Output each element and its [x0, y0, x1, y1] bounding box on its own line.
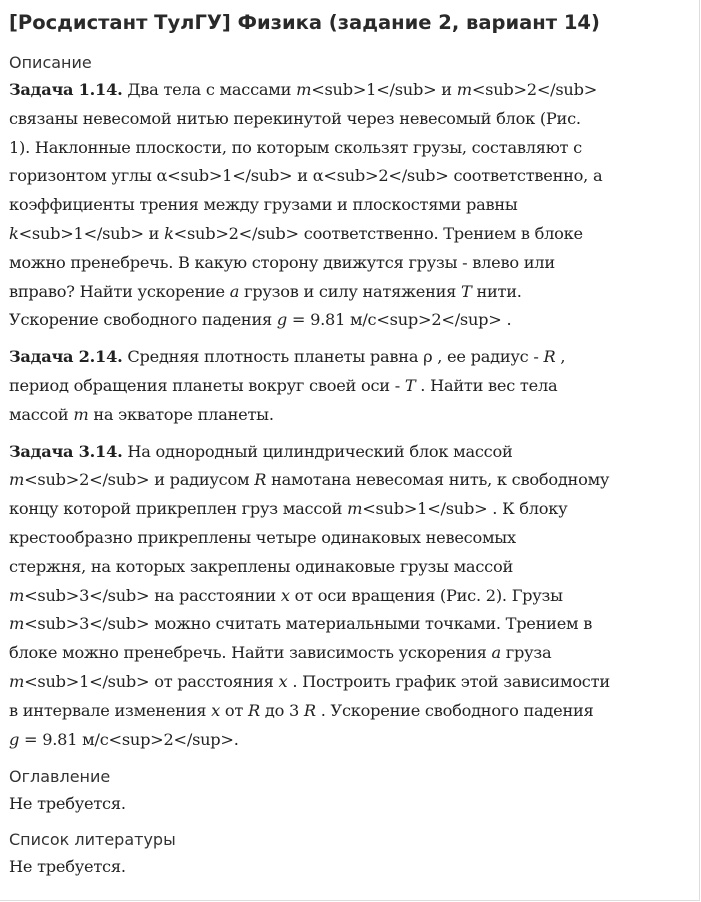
text-segment: коэффициенты трения между грузами и плоскостями равны	[9, 195, 518, 215]
math-variable: R	[254, 470, 267, 490]
text-segment: . Построить график этой зависимости	[287, 671, 610, 691]
math-variable: m	[347, 499, 363, 519]
text-segment: на экваторе планеты.	[88, 404, 274, 424]
math-variable: m	[296, 80, 312, 99]
text-segment: намотана невесомая нить, к свободному	[266, 470, 610, 490]
text-segment: концу которой прикреплен груз массой	[9, 499, 348, 519]
math-variable: a	[491, 643, 501, 663]
text-segment: крестообразно прикреплены четыре одинаковых невесомых	[9, 527, 516, 547]
text-segment: горизонтом углы α<sub>1</sub> и α<sub>2</sub> соответственно, а	[9, 166, 603, 186]
math-variable: m	[456, 80, 472, 99]
text-segment: = 9.81 м/с<sup>2</sup>.	[19, 729, 239, 749]
math-variable: a	[229, 281, 240, 301]
math-variable: R	[248, 700, 260, 720]
task-paragraph	[9, 438, 689, 755]
page-title: [Росдистант ТулГУ] Физика (задание 2, вариант 14)	[9, 11, 600, 34]
math-variable: m	[9, 614, 25, 634]
literature-label: Список литературы	[9, 830, 176, 850]
content	[9, 10, 689, 882]
text-segment: . Ускорение свободного падения	[315, 700, 594, 720]
math-variable: T	[404, 375, 416, 395]
math-variable: m	[9, 671, 25, 691]
text-segment: = 9.81 м/с<sup>2</sup> .	[286, 310, 512, 330]
math-variable: k	[164, 223, 174, 243]
text-segment: . Найти вес тела	[415, 375, 558, 395]
text-segment: <sub>2</sub> соответственно. Трением в блоке	[173, 223, 583, 243]
math-variable: k	[9, 223, 19, 243]
toc-label: Оглавление	[9, 767, 111, 787]
text-segment: от	[220, 700, 248, 720]
text-segment: массой	[9, 404, 74, 424]
text-segment: <sub>2</sub> и радиусом	[24, 470, 255, 490]
text-segment: На однородный цилиндрический блок массой	[122, 441, 513, 461]
math-variable: m	[9, 585, 25, 605]
task-paragraph	[9, 343, 689, 429]
text-segment: <sub>3</sub> можно считать материальными точками. Трением в	[24, 614, 593, 634]
text-segment: <sub>1</sub> . К блоку	[362, 499, 568, 519]
math-variable: x	[278, 671, 288, 691]
literature-value: Не требуется.	[9, 857, 126, 877]
task-label: Задача 1.14.	[9, 80, 123, 99]
text-segment: блоке можно пренебречь. Найти зависимость ускорения	[9, 643, 492, 663]
text-segment: стержня, на которых закреплены одинаковые грузы массой	[9, 556, 513, 576]
math-variable: T	[461, 281, 472, 301]
toc-value: Не требуется.	[9, 794, 126, 814]
description-label: Описание	[9, 53, 92, 72]
text-segment: до 3	[259, 700, 304, 720]
math-variable: R	[303, 700, 316, 720]
text-segment: <sub>1</sub> и	[18, 223, 165, 243]
text-segment: в интервале изменения	[9, 700, 212, 720]
text-segment: Средняя плотность планеты равна ρ , ее радиус -	[122, 347, 544, 367]
literature-section	[9, 827, 689, 882]
text-segment: 1). Наклонные плоскости, по которым скользят грузы, составляют с	[9, 137, 582, 157]
text-segment: <sub>1</sub> от расстояния	[24, 671, 279, 691]
math-variable: x	[280, 585, 290, 605]
text-segment: вправо? Найти ускорение	[9, 281, 230, 301]
text-segment: грузов и силу натяжения	[239, 281, 462, 301]
math-variable: g	[276, 310, 287, 330]
task-label: Задача 2.14.	[9, 347, 123, 367]
text-segment: <sub>3</sub> на расстоянии	[24, 585, 281, 605]
text-segment: период обращения планеты вокруг своей оси -	[9, 375, 405, 395]
text-segment: <sub>1</sub> и	[311, 80, 457, 99]
text-segment: Ускорение свободного падения	[9, 310, 277, 330]
text-segment: от оси вращения (Рис. 2). Грузы	[289, 585, 563, 605]
math-variable: g	[9, 729, 20, 749]
toc-section	[9, 764, 689, 819]
task-paragraph	[9, 76, 689, 335]
math-variable: R	[543, 347, 556, 367]
math-variable: m	[9, 470, 25, 490]
text-segment: Два тела с массами	[122, 80, 297, 99]
text-segment: ,	[555, 347, 566, 367]
text-segment: <sub>2</sub>	[471, 80, 598, 99]
task-list	[9, 76, 689, 754]
math-variable: m	[73, 404, 89, 424]
task-label: Задача 3.14.	[9, 441, 123, 461]
text-segment: можно пренебречь. В какую сторону движутся грузы - влево или	[9, 252, 555, 272]
math-variable: x	[211, 700, 220, 720]
text-segment: нити.	[471, 281, 522, 301]
text-segment: груза	[500, 643, 552, 663]
text-segment: связаны невесомой нитью перекинутой через невесомый блок (Рис.	[9, 108, 581, 128]
